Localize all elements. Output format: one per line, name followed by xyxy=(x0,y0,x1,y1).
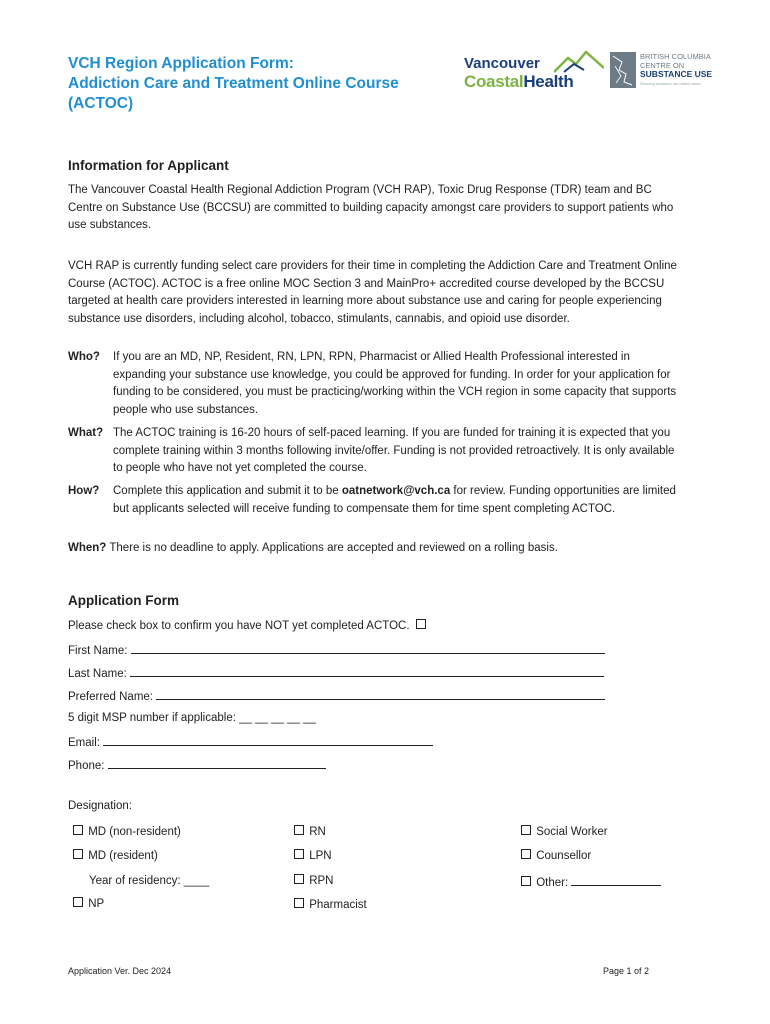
what-label: What? xyxy=(68,427,104,439)
email-label: Email: xyxy=(68,737,100,749)
footer-version: Application Ver. Dec 2024 xyxy=(68,966,172,976)
how-section xyxy=(68,483,680,518)
checkbox[interactable] xyxy=(294,849,304,859)
designation-lpn[interactable]: LPN xyxy=(294,848,332,864)
first-name-label: First Name: xyxy=(68,645,128,657)
other-designation-field[interactable] xyxy=(571,873,661,886)
last-name-field[interactable] xyxy=(130,664,604,677)
phone-field[interactable] xyxy=(108,756,326,769)
designation-counsellor[interactable]: Counsellor xyxy=(521,848,591,864)
phone-row xyxy=(68,756,326,774)
year-of-residency-field[interactable]: Year of residency: ____ xyxy=(89,875,210,887)
who-text: If you are an MD, NP, Resident, RN, LPN, RPN, Pharmacist or Allied Health Professional interested in expanding your substance use knowledge, you could be approved for funding. In order for your application for funding to be considered, you must be practicing/working within the VCH region in some capacity that supports people who use substances. xyxy=(113,351,677,416)
email-field[interactable] xyxy=(103,733,433,746)
when-text: There is no deadline to apply. Applications are accepted and reviewed on a rolling basis. xyxy=(106,542,558,554)
form-title xyxy=(68,54,438,114)
how-text: Complete this application and submit it to be oatnetwork@vch.ca for review. Funding opportunities are limited but applicants selected will receive funding to compensate them for time spent completing ACTOC. xyxy=(113,485,676,515)
last-name-label: Last Name: xyxy=(68,668,127,680)
last-name-row xyxy=(68,664,604,682)
confirm-row xyxy=(68,618,428,634)
what-section xyxy=(68,425,680,478)
bccsu-tagline: Reducing substance use related harms xyxy=(640,82,701,86)
how-label: How? xyxy=(68,485,100,497)
when-section xyxy=(68,540,558,558)
designation-md-resident[interactable]: MD (resident) xyxy=(73,848,158,864)
checkbox[interactable] xyxy=(294,825,304,835)
msp-row xyxy=(68,710,316,726)
info-paragraph-2: VCH RAP is currently funding select care providers for their time in completing the Addiction Care and Treatment Online Course (ACTOC). ACTOC is a free online MOC Section 3 and MainPro+ accredited course developed by the BCCSU targeted at health care providers interested in learning more about substance use and caring for people experiencing substance use disorders, including alcohol, tobacco, stimulants, cannabis, and opioid use disorder. xyxy=(68,260,677,325)
email-row xyxy=(68,733,433,751)
designation-md-non-resident[interactable]: MD (non-resident) xyxy=(73,824,181,840)
checkbox[interactable] xyxy=(73,825,83,835)
bccsu-logo xyxy=(610,52,722,92)
what-text: The ACTOC training is 16-20 hours of self-paced learning. If you are funded for training it is expected that you complete training within 3 months following invite/offer. Funding is not provided retroactively. It is only available to people who have not yet completed the course. xyxy=(113,427,675,474)
vch-logo xyxy=(462,50,612,94)
confirm-text: Please check box to confirm you have NOT yet completed ACTOC. xyxy=(68,620,410,632)
preferred-name-row xyxy=(68,687,605,705)
who-section xyxy=(68,349,680,419)
bc-map-icon xyxy=(610,52,636,88)
confirm-not-completed-checkbox[interactable] xyxy=(416,619,426,629)
checkbox[interactable] xyxy=(294,874,304,884)
submission-email-link[interactable]: oatnetwork@vch.ca xyxy=(341,485,451,497)
checkbox[interactable] xyxy=(294,898,304,908)
vch-logo-line-2: CoastalHealth xyxy=(464,72,574,91)
designation-pharmacist[interactable]: Pharmacist xyxy=(294,897,367,913)
title-line-1: VCH Region Application Form: xyxy=(68,55,294,72)
title-line-2: Addiction Care and Treatment Online Course xyxy=(68,75,399,92)
checkbox[interactable] xyxy=(521,849,531,859)
designation-rn[interactable]: RN xyxy=(294,824,326,840)
designation-other[interactable]: Other: xyxy=(521,873,661,891)
title-line-3: (ACTOC) xyxy=(68,95,134,112)
checkbox[interactable] xyxy=(521,876,531,886)
info-paragraph-1: The Vancouver Coastal Health Regional Addiction Program (VCH RAP), Toxic Drug Response (TDR) team and BC Centre on Substance Use (BCCSU) are committed to building capacity amongst care providers to support patients who use substances. xyxy=(68,184,674,231)
first-name-field[interactable] xyxy=(131,641,605,654)
footer-page-number: Page 1 of 2 xyxy=(603,966,650,976)
phone-label: Phone: xyxy=(68,760,105,772)
info-heading: Information for Applicant xyxy=(68,158,229,173)
designation-np[interactable]: NP xyxy=(73,896,104,912)
application-form-heading: Application Form xyxy=(68,593,179,608)
designation-label: Designation: xyxy=(68,800,132,812)
msp-label: 5 digit MSP number if applicable: xyxy=(68,712,236,724)
preferred-name-label: Preferred Name: xyxy=(68,691,154,703)
first-name-row xyxy=(68,641,605,659)
header-logos xyxy=(462,50,722,94)
preferred-name-field[interactable] xyxy=(156,687,605,700)
checkbox[interactable] xyxy=(73,897,83,907)
bccsu-logo-text: BRITISH COLUMBIA CENTRE ON SUBSTANCE USE xyxy=(640,52,713,79)
designation-social-worker[interactable]: Social Worker xyxy=(521,824,608,840)
checkbox[interactable] xyxy=(73,849,83,859)
when-label: When? xyxy=(68,542,107,554)
who-label: Who? xyxy=(68,351,100,363)
vch-logo-line-1: Vancouver xyxy=(464,55,540,72)
msp-field[interactable]: __ __ __ __ __ xyxy=(239,712,316,724)
mountain-icon xyxy=(554,50,604,74)
checkbox[interactable] xyxy=(521,825,531,835)
designation-rpn[interactable]: RPN xyxy=(294,873,333,889)
